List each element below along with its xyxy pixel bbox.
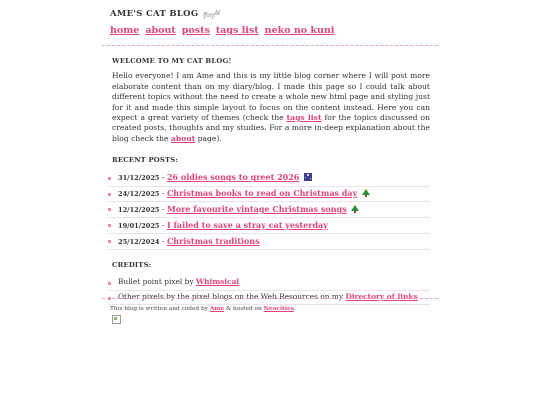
nav-link-tags-list[interactable]: tags list	[215, 25, 259, 36]
cat-pixel-icon	[202, 10, 222, 19]
footer-text-3: .	[294, 306, 296, 312]
intro-text-3: page).	[195, 133, 222, 143]
credits-heading: CREDITS:	[112, 261, 152, 270]
post-link[interactable]: More favourite vintage Christmas songs	[166, 203, 347, 214]
bullet-icon	[108, 240, 111, 243]
post-date: 19/01/2025	[118, 221, 160, 230]
recent-posts-heading: RECENT POSTS:	[112, 156, 179, 165]
bullet-icon	[108, 208, 111, 211]
post-date: 12/12/2025	[118, 205, 160, 214]
neocities-link[interactable]: Neocities	[263, 306, 294, 312]
site-title: AME'S CAT BLOG	[110, 9, 199, 19]
christmas-tree-icon	[351, 205, 359, 213]
whimsical-link[interactable]: Whimsical	[195, 277, 240, 287]
footer-text-1: This blog is written and coded by	[110, 306, 210, 312]
nav-link-home[interactable]: home	[110, 25, 140, 36]
main-content	[112, 56, 430, 324]
list-item: 19/01/2025 - I failed to save a stray cat yesterday	[108, 218, 430, 234]
directory-of-links-link[interactable]: Directory of links	[345, 292, 418, 301]
intro-tags-list-link[interactable]: tags list	[286, 113, 322, 123]
christmas-tree-icon	[362, 189, 370, 197]
post-link[interactable]: 26 oldies songs to greet 2026	[166, 172, 300, 183]
site-header	[110, 9, 440, 36]
footer-text-2: & hosted on	[224, 306, 264, 312]
intro-text-1: Hello everyone! I am Ame and this is my little blog corner where I will post more elaborate content than on my diary/blog. I made this page so I could talk about different topics without the need to create a whole new html page and styling just for it and made this simple layout to focus on the content instead. Here you can expect a great variety of themes (check the	[112, 71, 430, 123]
post-link[interactable]: Christmas books to read on Christmas day	[166, 188, 358, 199]
recent-posts-list	[112, 171, 430, 251]
list-item: 24/12/2025 - Christmas books to read on Christmas day	[108, 187, 430, 203]
nav-link-neko-no-kuni[interactable]: neko no kuni	[264, 25, 335, 36]
post-link[interactable]: Christmas traditions	[166, 235, 260, 246]
list-item	[108, 276, 430, 291]
welcome-heading: WELCOME TO MY CAT BLOG!	[112, 57, 232, 65]
post-date: 25/12/2024	[118, 237, 160, 246]
fireworks-icon	[304, 173, 312, 181]
post-date: 24/12/2025	[118, 190, 160, 199]
credits-list	[112, 276, 430, 306]
bullet-icon	[108, 177, 111, 180]
post-date: 31/12/2025	[118, 174, 160, 183]
list-item: 31/12/2025 - 26 oldies songs to greet 2026	[108, 171, 430, 187]
credit-text: Bullet point pixel by	[118, 277, 196, 287]
bullet-icon	[108, 224, 111, 227]
author-link[interactable]: Ame	[209, 306, 225, 312]
list-item: 25/12/2024 - Christmas traditions	[108, 234, 430, 250]
footer-divider	[102, 298, 438, 299]
site-footer	[110, 306, 296, 312]
bullet-icon	[108, 193, 111, 196]
post-link[interactable]: I failed to save a stray cat yesterday	[166, 219, 328, 230]
nav-link-posts[interactable]: posts	[181, 25, 210, 36]
header-divider	[102, 45, 438, 46]
main-nav	[110, 25, 440, 36]
bullet-icon	[108, 282, 111, 285]
site-title-row	[110, 9, 440, 19]
broken-image-icon	[112, 315, 121, 324]
list-item: 12/12/2025 - More favourite vintage Christmas songs	[108, 202, 430, 218]
credit-text: Other pixels by the pixel blogs on the Web Resources on my	[118, 292, 346, 301]
intro-text-2: for the topics discussed on created posts, thoughts and my studies. For a more in-deep explanation about the blog check the	[112, 113, 430, 143]
nav-link-about[interactable]: about	[145, 25, 176, 36]
intro-about-link[interactable]: about	[170, 133, 196, 143]
intro-paragraph	[112, 71, 430, 144]
